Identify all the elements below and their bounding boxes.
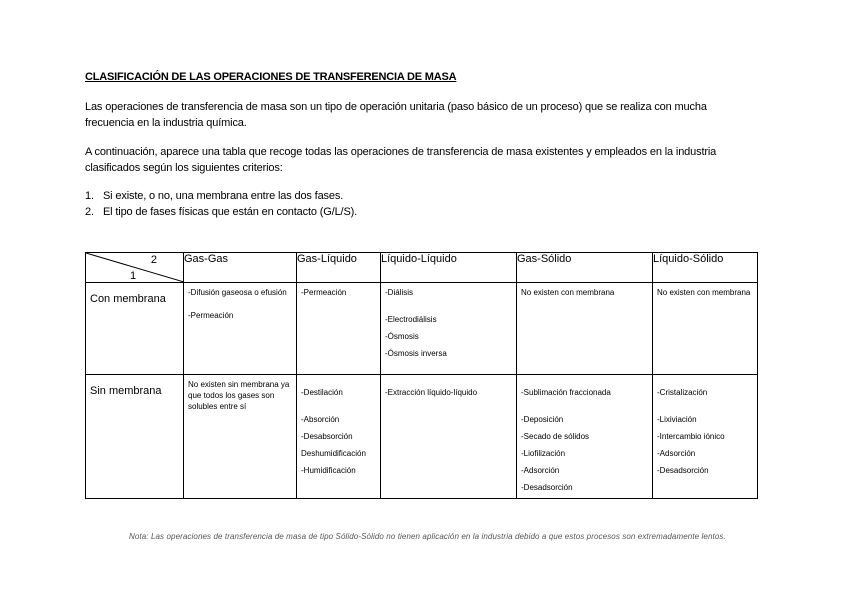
cell-item: No existen con membrana xyxy=(657,288,751,297)
cell-item: -Electrodiálisis xyxy=(385,315,437,324)
table-row xyxy=(86,283,758,375)
table-cell xyxy=(184,375,297,499)
table-cell xyxy=(653,283,758,375)
cell-item: -Permeación xyxy=(301,288,347,297)
corner-label-top: 2 xyxy=(150,254,157,266)
cell-item: -Difusión gaseosa o efusión xyxy=(188,288,287,297)
row-label-con-membrana: Con membrana xyxy=(86,283,184,375)
intro-paragraph: Las operaciones de transferencia de masa son un tipo de operación unitaria (paso básico de un proceso) que se realiza con mucha frecuencia en la industria química. xyxy=(85,101,707,129)
table-header-row xyxy=(86,253,758,283)
cell-item: No existen sin membrana ya que todos los gases son solubles entre sí xyxy=(188,380,290,411)
cell-item: -Destilación xyxy=(301,388,343,397)
corner-label-bottom: 1 xyxy=(130,270,137,282)
criteria-intro-paragraph: A continuación, aparece una tabla que recoge todas las operaciones de transferencia de masa existentes y empleados en la industria clasificados según los siguientes criterios: xyxy=(85,146,717,174)
footnote: Nota: Las operaciones de transferencia de masa de tipo Sólido-Sólido no tienen aplicación en la industria debido a que estos procesos son extremadamente lentos. xyxy=(129,532,726,541)
header-liquido-solido: Líquido-Sólido xyxy=(653,253,758,283)
cell-item: -Secado de sólidos xyxy=(521,432,590,441)
table-cell xyxy=(517,283,653,375)
cell-item: -Diálisis xyxy=(385,288,413,297)
header-liquido-liquido: Líquido-Líquido xyxy=(381,253,517,283)
cell-item: -Ósmosis inversa xyxy=(385,349,447,358)
criteria-text: Si existe, o no, una membrana entre las dos fases. xyxy=(103,190,344,202)
cell-item: -Extracción líquido-líquido xyxy=(385,388,478,397)
table-cell xyxy=(297,283,381,375)
criteria-number: 2. xyxy=(85,206,94,218)
cell-item: -Lixiviación xyxy=(657,415,697,424)
cell-item: -Humidificación xyxy=(301,466,356,475)
criteria-text: El tipo de fases físicas que están en contacto (G/L/S). xyxy=(103,206,358,218)
cell-item: Deshumidificación xyxy=(301,449,366,458)
criteria-item xyxy=(85,204,357,220)
table-cell xyxy=(297,375,381,499)
table-cell xyxy=(184,283,297,375)
cell-item: No existen con membrana xyxy=(521,288,615,297)
table-row xyxy=(86,375,758,499)
cell-item: -Desadsorción xyxy=(521,483,573,492)
header-gas-solido: Gas-Sólido xyxy=(517,253,653,283)
cell-item: -Ósmosis xyxy=(385,332,419,341)
cell-item: -Permeación xyxy=(188,311,234,320)
cell-item: -Intercambio iónico xyxy=(657,432,725,441)
cell-item: -Sublimación fraccionada xyxy=(521,388,611,397)
header-gas-liquido: Gas-Líquido xyxy=(297,253,381,283)
classification-table xyxy=(85,252,758,499)
table-cell xyxy=(381,375,517,499)
cell-item: -Adsorción xyxy=(657,449,696,458)
row-label-sin-membrana: Sin membrana xyxy=(86,375,184,499)
cell-item: -Cristalización xyxy=(657,388,708,397)
cell-item: -Desabsorción xyxy=(301,432,353,441)
corner-cell xyxy=(86,253,184,283)
table-cell xyxy=(517,375,653,499)
header-gas-gas: Gas-Gas xyxy=(184,253,297,283)
table-cell xyxy=(381,283,517,375)
cell-item: -Adsorción xyxy=(521,466,560,475)
cell-item: -Deposición xyxy=(521,415,564,424)
cell-item: -Absorción xyxy=(301,415,340,424)
criteria-list xyxy=(85,188,357,220)
criteria-item xyxy=(85,188,357,204)
document-title: CLASIFICACIÓN DE LAS OPERACIONES DE TRANSFERENCIA DE MASA xyxy=(85,71,457,83)
cell-item: -Liofilización xyxy=(521,449,566,458)
table-cell xyxy=(653,375,758,499)
criteria-number: 1. xyxy=(85,190,94,202)
cell-item: -Desadsorción xyxy=(657,466,709,475)
